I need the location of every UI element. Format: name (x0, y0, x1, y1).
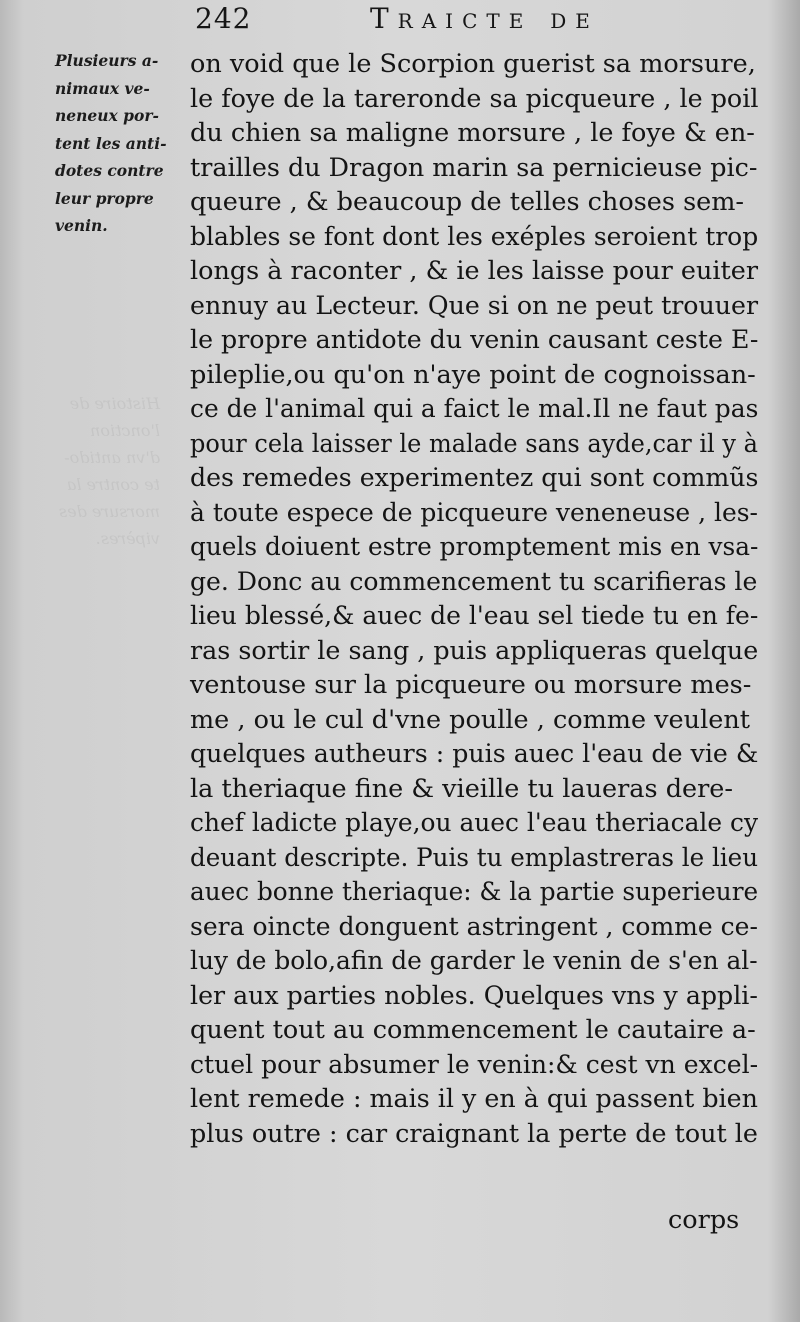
text-line: pileplie,ou qu'on n'aye point de cognoissan- (190, 359, 756, 390)
page-number: 242 (195, 2, 252, 35)
text-line: la theriaque fine & vieille tu laueras dere- (190, 773, 734, 804)
marginal-note-line: leur propre (55, 188, 154, 208)
text-line: chef ladicte playe,ou auec l'eau theriacale cy (190, 808, 759, 838)
marginal-note-line: venin. (55, 216, 108, 235)
text-line: me , ou le cul d'vne poulle , comme veulent (190, 704, 750, 735)
marginal-note-line: dotes contre (55, 161, 164, 180)
text-line: ventouse sur la picqueure ou morsure mes- (190, 670, 752, 700)
running-head: Traicte de (370, 2, 599, 35)
marginal-note (55, 47, 185, 240)
text-line: queure , & beaucoup de telles choses sem- (190, 187, 745, 217)
marginal-note-line: nimaux ve- (55, 78, 150, 98)
text-line: luy de bolo,afin de garder le venin de s'en al- (190, 946, 758, 976)
text-line: lent remede : mais il y en à qui passent bien (190, 1084, 758, 1114)
marginal-note-line: neneux por- (55, 106, 159, 125)
text-line: ler aux parties nobles. Quelques vns y appli- (190, 980, 758, 1011)
marginal-note-line: tent les anti- (55, 133, 167, 153)
text-line: plus outre : car craignant la perte de tout le (190, 1118, 758, 1149)
text-line: sera oincte donguent astringent , comme ce- (190, 911, 758, 942)
text-line: le foye de la tareronde sa picqueure , le poil (190, 83, 759, 114)
text-line: on void que le Scorpion guerist sa morsure, (190, 49, 756, 79)
text-line: longs à raconter , & ie les laisse pour euiter (190, 256, 758, 286)
text-line: du chien sa maligne morsure , le foye & en- (190, 118, 755, 148)
text-line: trailles du Dragon marin sa pernicieuse pic- (190, 152, 758, 183)
text-line: quels doiuent estre promptement mis en vsa- (190, 532, 759, 562)
text-line: quelques autheurs : puis auec l'eau de vie & (190, 739, 759, 769)
show-through-text: Histoire de l'onction d'vn antido- te contre la morsure des vipères. (58, 394, 160, 548)
text-line: ctuel pour absumer le venin:& cest vn excel- (190, 1049, 759, 1080)
text-line: le propre antidote du venin causant ceste E- (190, 325, 759, 355)
text-line: quent tout au commencement le cautaire a- (190, 1015, 756, 1045)
text-line: lieu blessé,& auec de l'eau sel tiede tu en fe- (190, 601, 759, 631)
text-line: à toute espece de picqueure veneneuse , les- (190, 497, 758, 528)
text-line: ge. Donc au commencement tu scarifieras le (190, 566, 758, 597)
text-line: ras sortir le sang , puis appliqueras quelque (190, 635, 759, 666)
text-line: ennuy au Lecteur. Que si on ne peut trouuer (190, 290, 759, 321)
text-line: pour cela laisser le malade sans ayde,car il y à (190, 428, 758, 459)
text-line: des remedes experimentez qui sont commũs (190, 463, 759, 493)
page-header (195, 0, 755, 40)
marginal-note-line: Plusieurs a- (55, 51, 159, 70)
text-line: auec bonne theriaque: & la partie superieure (190, 877, 759, 907)
text-line: deuant descripte. Puis tu emplastreras le lieu (190, 842, 759, 873)
body-text (190, 47, 758, 1151)
catchword: corps (668, 1205, 740, 1235)
text-line: ce de l'animal qui a faict le mal.Il ne faut pas (190, 394, 759, 424)
text-line: blables se font dont les exéples seroient trop (190, 221, 759, 252)
